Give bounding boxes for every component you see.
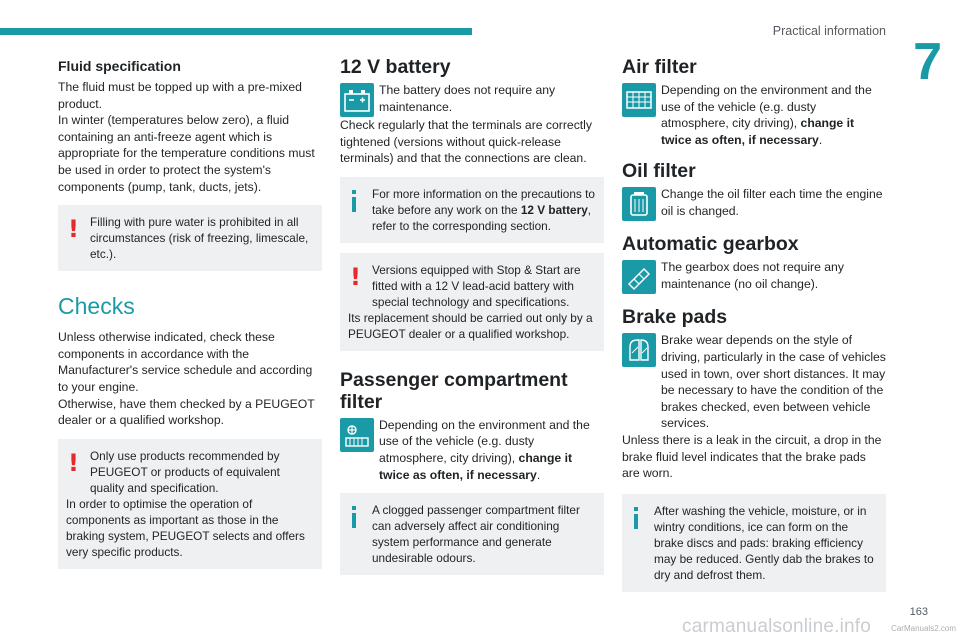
brake-pads-text: Brake wear depends on the style of driving, particularly in the case of vehicles used in town, over short distances. It may be necessary to have the condition of the brakes checked, even between vehicle services. [661, 333, 886, 431]
info-icon [634, 507, 642, 530]
battery-row [340, 82, 604, 117]
warning-text-water: Filling with pure water is prohibited in all circumstances (risk of freezing, limescale, etc.). [90, 215, 309, 262]
warning-icon: ! [350, 262, 361, 291]
checks-para2: Otherwise, have them checked by a PEUGEOT dealer or a qualified workshop. [58, 396, 315, 428]
checks-heading: Checks [58, 293, 135, 320]
brake-pads-row [622, 332, 886, 432]
info-box-cabin [340, 493, 604, 575]
battery-icon [340, 83, 374, 117]
watermark: carmanualsonline.info [682, 616, 872, 637]
section-title: Practical information [772, 24, 886, 38]
battery-para: Check regularly that the terminals are correctly tightened (versions without quick-release terminals) and that the connections are clean. [340, 118, 592, 166]
page-number: 163 [909, 606, 928, 618]
battery-text: The battery does not require any maintenance. [379, 83, 556, 114]
warning-icon: ! [68, 215, 79, 244]
fluid-spec-heading: Fluid specification [58, 58, 181, 74]
warning-box-water [58, 205, 322, 271]
warning-box-products [58, 439, 322, 569]
info-text-battery: For more information on the precautions to take before any work on the 12 V battery, refer to the corresponding section. [372, 186, 595, 233]
warning-text-replacement: Its replacement should be carried out only by a PEUGEOT dealer or a qualified workshop. [348, 310, 593, 341]
cabin-filter-text: Depending on the environment and the use of the vehicle (e.g. dusty atmosphere, city driving), change it twice as often, if necessary. [379, 417, 590, 482]
checks-para1: Unless otherwise indicated, check these components in accordance with the Manufacturer's service schedule and according to your engine. [58, 330, 313, 394]
oil-filter-text: Change the oil filter each time the engine oil is changed. [661, 187, 883, 218]
info-text-cabin: A clogged passenger compartment filter can adversely affect air conditioning system performance and generate undesirable odours. [372, 503, 580, 566]
info-icon [352, 506, 360, 529]
brake-pads-para2: Unless there is a leak in the circuit, a drop in the brake fluid level indicates that the brake pads are worn. [622, 432, 882, 481]
cabin-filter-heading: Passenger compartment filter [340, 368, 568, 413]
fluid-spec-para2: In winter (temperatures below zero), a fluid containing an anti-freeze agent which is appropriate for the temperature conditions must be used in order to protect the system's components (pump, tank, ducts, jets). [58, 113, 315, 194]
air-filter-icon [622, 83, 656, 117]
air-filter-row [622, 82, 886, 148]
gearbox-icon [622, 260, 656, 294]
warning-icon: ! [68, 448, 79, 477]
oil-filter-row [622, 186, 886, 221]
air-filter-text: Depending on the environment and the use of the vehicle (e.g. dusty atmosphere, city driving), change it twice as often, if necessary. [661, 83, 872, 147]
info-box-battery [340, 177, 604, 243]
chapter-number: 7 [913, 33, 942, 91]
oil-filter-icon [622, 187, 656, 221]
gearbox-text: The gearbox does not require any maintenance (no oil change). [661, 260, 844, 291]
fluid-spec-para1: The fluid must be topped up with a pre-mixed product. [58, 80, 302, 111]
warning-text-braking: In order to optimise the operation of components as important as those in the braking system, PEUGEOT selects and offers very specific products. [66, 496, 305, 559]
column-middle [340, 52, 604, 585]
watermark-small: CarManuals2.com [891, 624, 956, 633]
warning-box-stopstart [340, 253, 604, 351]
header-accent-bar [0, 28, 472, 35]
brake-pads-heading: Brake pads [622, 306, 728, 329]
air-filter-heading: Air filter [622, 56, 697, 78]
brake-pads-icon [622, 333, 656, 367]
gearbox-heading: Automatic gearbox [622, 233, 799, 256]
info-text-brakes: After washing the vehicle, moisture, or in wintry conditions, ice can form on the brake discs and pads: braking efficiency may be reduced. Gently dab the brakes to dry and defrost them. [654, 503, 874, 582]
info-icon [352, 190, 360, 213]
oil-filter-heading: Oil filter [622, 160, 696, 183]
cabin-filter-icon [340, 418, 374, 452]
battery-heading: 12 V battery [340, 56, 451, 78]
warning-text-products: Only use products recommended by PEUGEOT or products of equivalent quality and specification. [90, 448, 280, 495]
column-right [622, 52, 886, 602]
column-left [58, 52, 322, 579]
warning-text-stopstart: Versions equipped with Stop & Start are fitted with a 12 V lead-acid battery with special technology and specifications. [372, 262, 581, 309]
info-box-brakes [622, 494, 886, 592]
gearbox-row [622, 259, 886, 294]
cabin-filter-row [340, 417, 604, 483]
